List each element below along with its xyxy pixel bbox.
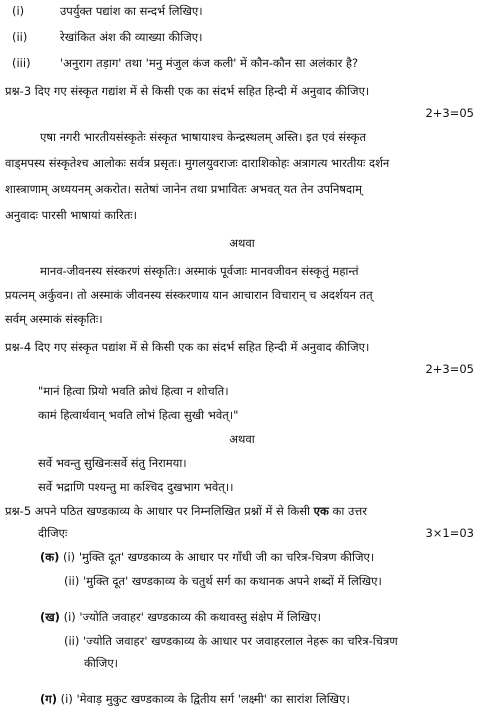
subpart-number: (iii) — [12, 56, 31, 70]
item-number: (i) — [63, 550, 76, 564]
option-kha-item-ii — [64, 634, 484, 649]
subpart-text: उपर्युक्त पद्यांश का सन्दर्भ लिखिए। — [60, 4, 203, 18]
item-number: (i) — [60, 692, 73, 706]
question-3-marks: 2+3=05 — [425, 106, 474, 120]
item-text: 'ज्योति जवाहर' खण्डकाव्य की कथावस्तु संक्षेप में लिखिए। — [79, 610, 321, 624]
q2-subpart — [0, 30, 484, 48]
option-ka-item-ii — [64, 574, 484, 589]
verse-line: कामं हित्वार्थवान् भवति लोभं हित्वा सुखी भवेत्।" — [38, 408, 239, 422]
subpart-text: 'अनुराग तड़ाग' तथा 'मनु मंजुल कंज कली' में कौन-कौन सा अलंकार है? — [60, 56, 359, 70]
item-text: 'ज्योति जवाहर' खण्डकाव्य के आधार पर जवाहरलाल नेहरू का चरित्र-चित्रण — [83, 634, 398, 648]
question-5-prompt — [5, 504, 484, 519]
q2-subpart — [0, 56, 484, 74]
option-label: (ख) — [40, 610, 60, 624]
option-ka-item-i — [40, 550, 484, 565]
item-text: 'मुक्ति दूत' खण्डकाव्य के चतुर्थ सर्ग का कथानक अपने शब्दों में लिखिए। — [83, 574, 382, 588]
option-kha-item-ii-continued: कीजिए। — [84, 656, 119, 670]
question-5-marks: 3×1=03 — [425, 526, 474, 540]
item-text: 'मुक्ति दूत' खण्डकाव्य के आधार पर गाँधी जी का चरित्र-चित्रण कीजिए। — [78, 550, 375, 564]
option-label: (ग) — [40, 692, 57, 706]
option-kha-item-i — [40, 610, 484, 625]
passage-line: वाड्मपस्य संस्कृतेश्च आलोकः सर्वत्र प्रसृतः। मुगलयुवराजः दाराशिकोहः अत्रागत्य भारतीयः दर्शन — [5, 156, 390, 170]
question-4-prompt: प्रश्न-4 दिए गए संस्कृत पद्यांश में से किसी एक का संदर्भ सहित हिन्दी में अनुवाद कीजिए। — [5, 340, 370, 354]
or-divider: अथवा — [229, 236, 255, 250]
passage-line: मानव-जीवनस्य संस्करणं संस्कृतिः। अस्माकं पूर्वजाः मानवजीवन संस्कृतुं महान्तं — [40, 264, 359, 278]
item-number: (i) — [63, 610, 76, 624]
option-label: (क) — [40, 550, 60, 564]
passage-line: सर्वम् अस्माकं संस्कृतिः। — [5, 312, 103, 326]
subpart-text: रेखांकित अंश की व्याख्या कीजिए। — [60, 30, 203, 44]
or-divider: अथवा — [229, 432, 255, 446]
subpart-number: (i) — [12, 4, 25, 18]
prompt-text: का उत्तर — [332, 504, 367, 518]
question-5-prompt-line2: दीजिएः — [38, 526, 68, 540]
subpart-number: (ii) — [12, 30, 28, 44]
verse-line: सर्वे भवन्तु सुखिनःसर्वे संतु निरामया। — [38, 456, 187, 470]
question-4-marks: 2+3=05 — [425, 362, 474, 376]
option-ga-item-i — [40, 692, 484, 707]
passage-line: एषा नगरी भारतीयसंस्कृतेः संस्कृत भाषायाश्च केन्द्रस्थलम् अस्ति। इत एवं संस्कृत — [40, 130, 367, 144]
passage-line: अनुवादः पारसी भाषायां कारितः। — [5, 208, 137, 222]
passage-line: शास्त्राणाम् अध्ययनम् अकरोत। सतेषां जानेन तथा प्रभावितः अभवत् यत तेन उपनिषदाम् — [5, 182, 362, 196]
verse-line: सर्वे भद्राणि पश्यन्तु मा कश्चिद दुखभाग भवेत्।। — [38, 480, 234, 494]
prompt-text: प्रश्न-5 अपने पठित खण्डकाव्य के आधार पर निम्नलिखित प्रश्नों में से किसी — [5, 504, 311, 518]
q2-subpart — [0, 4, 484, 22]
question-3-prompt: प्रश्न-3 दिए गए संस्कृत गद्यांश में से किसी एक का संदर्भ सहित हिन्दी में अनुवाद कीजिए। — [5, 84, 370, 98]
item-number: (ii) — [64, 634, 80, 648]
item-text: 'मेवाड़ मुकुट खण्डकाव्य के द्वितीय सर्ग 'लक्ष्मी' का सारांश लिखिए। — [76, 692, 350, 706]
verse-line: "मानं हित्वा प्रियो भवति क्रोधं हित्वा न शोचति। — [38, 384, 229, 398]
prompt-emphasis: एक — [313, 504, 329, 518]
passage-line: प्रयत्नम् अर्कुवन। तो अस्माकं जीवनस्य संस्करणाय यान आचारान विचारान् च अदर्शयन तत् — [5, 288, 373, 302]
item-number: (ii) — [64, 574, 80, 588]
